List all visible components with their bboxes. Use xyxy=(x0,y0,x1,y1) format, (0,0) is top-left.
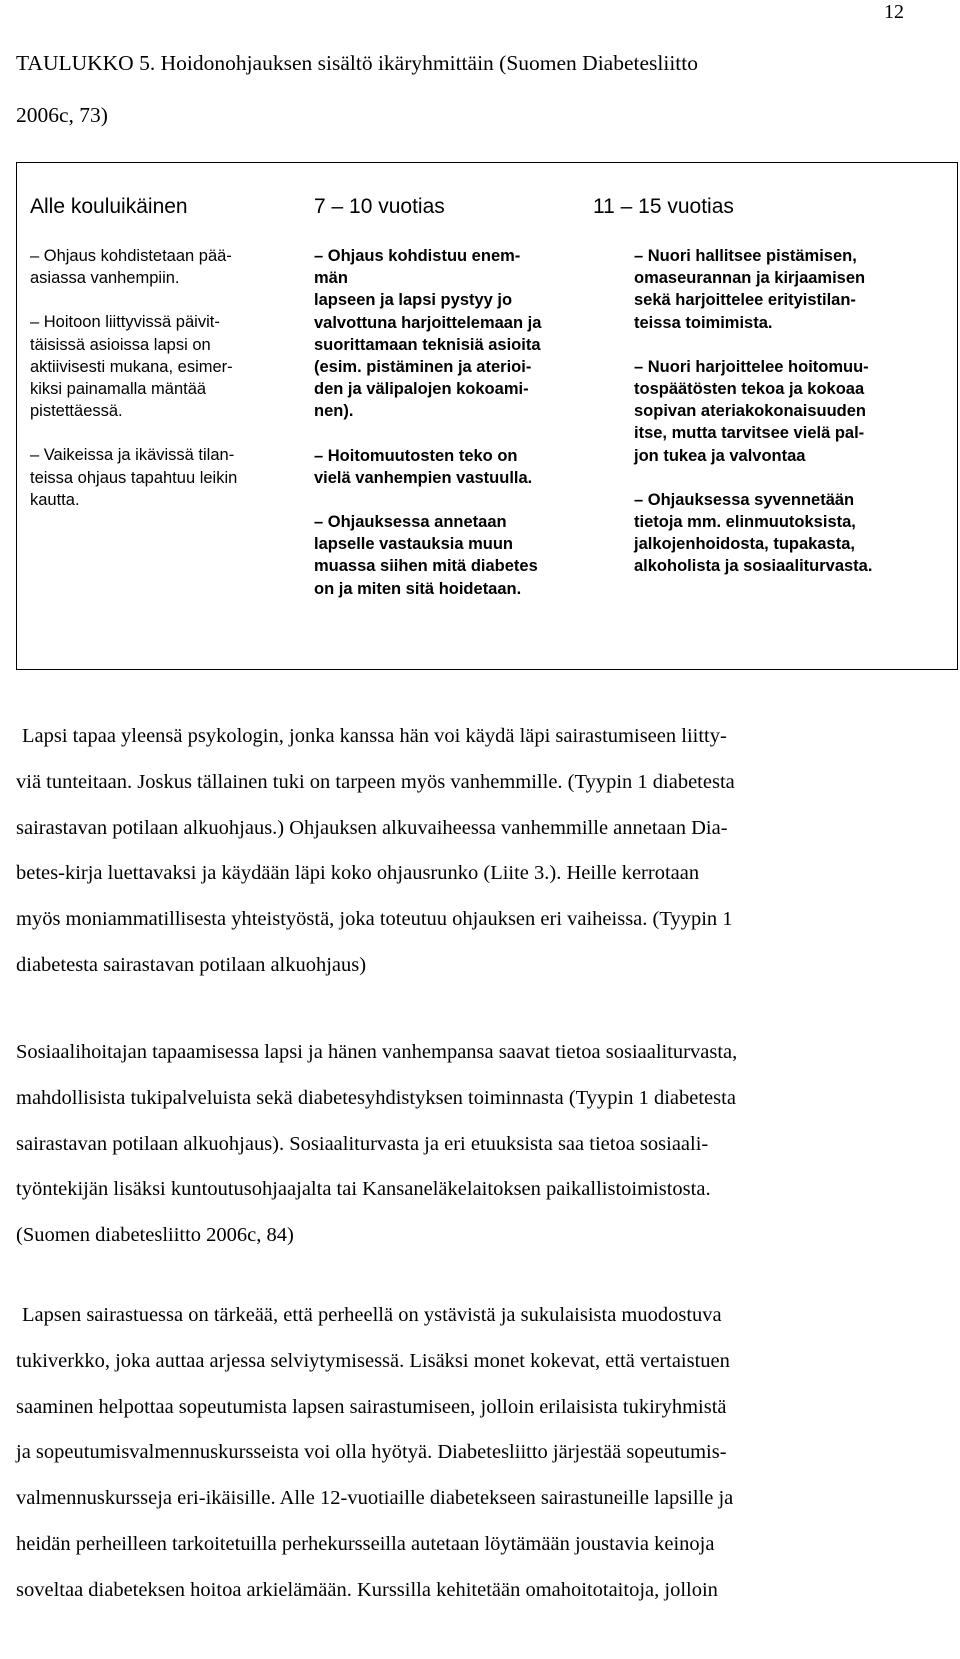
caption-line: TAULUKKO 5. Hoidonohjauksen sisältö ikäryhmittäin (Suomen Diabetesliitto xyxy=(16,51,699,75)
table-item: – Ohjaus kohdistetaan pää- asiassa vanhempiin. xyxy=(30,247,232,288)
column-7-10 xyxy=(314,245,604,622)
table-item: – Hoitoon liittyvissä päivit- täisissä asioissa lapsi on aktiivisesti mukana, esimer- kiksi painamalla mäntää pistettäessä. xyxy=(30,313,233,421)
header-7-10: 7 – 10 vuotias xyxy=(314,195,445,218)
page-number: 12 xyxy=(884,1,904,23)
column-under-school-age xyxy=(30,245,310,533)
header-11-15: 11 – 15 vuotias xyxy=(593,195,734,218)
table-item: – Nuori hallitsee pistämisen, omaseurannan ja kirjaamisen sekä harjoittelee erityistilan- teissa toimimista. xyxy=(634,247,866,332)
caption-line: 2006c, 73) xyxy=(16,103,108,127)
table-caption xyxy=(16,37,896,141)
table-item: – Nuori harjoittelee hoitomuu- tospäätösten tekoa ja kokoaa sopivan ateriakokonaisuuden itse, mutta tarvitsee vielä pal- jon tukea ja valvontaa xyxy=(634,357,869,465)
paragraph-psychologist: Lapsi tapaa yleensä psykologin, jonka kanssa hän voi käydä läpi sairastumiseen liitty- viä tunteitaan. Joskus tällainen tuki on tarpeen myös vanhemmille. (Tyypin 1 diabetesta sairastavan potilaan alkuohjaus.) Ohjauksen alkuvaiheessa vanhemmille annetaan Dia- betes-kirja luettavaksi ja käydään läpi koko ohjausrunko (Liite 3.). Heille kerrotaan myös moniammatillisesta yhteistyöstä, joka toteutuu ohjauksen eri vaiheissa. (Tyypin 1 diabetesta sairastavan potilaan alkuohjaus) xyxy=(16,725,735,976)
table-item: – Ohjauksessa syvennetään tietoja mm. elinmuutoksista, jalkojenhoidosta, tupakasta, alkoholista ja sosiaaliturvasta. xyxy=(634,490,873,576)
guidance-table xyxy=(16,162,958,670)
column-11-15 xyxy=(634,245,939,600)
table-item: – Hoitomuutosten teko on vielä vanhempien vastuulla. xyxy=(314,446,533,487)
table-item: – Ohjaus kohdistuu enem- män lapseen ja lapsi pystyy jo valvottuna harjoittelemaan ja suorittamaan teknisiä asioita (esim. pistäminen ja aterioi- den ja välipalojen kokoami- nen). xyxy=(314,247,542,421)
table-item: – Vaikeissa ja ikävissä tilan- teissa ohjaus tapahtuu leikin kautta. xyxy=(30,446,238,509)
header-under-school-age: Alle kouluikäinen xyxy=(30,195,188,218)
paragraph-support-network: Lapsen sairastuessa on tärkeää, että perheellä on ystävistä ja sukulaisista muodostuva tukiverkko, joka auttaa arjessa selviytymisessä. Lisäksi monet kokevat, että vertaistuen saaminen helpottaa sopeutumista lapsen sairastumiseen, jolloin erilaisista tukiryhmistä ja sopeutumisvalmennuskursseista voi olla hyötyä. Diabetesliitto järjestää sopeutumis- valmennuskursseja eri-ikäisille. Alle 12-vuotiaille diabetekseen sairastuneille lapsille ja heidän perheilleen tarkoitetuilla perhekursseilla autetaan löytämään joustavia keinoja soveltaa diabeteksen hoitoa arkielämään. Kurssilla kehitetään omahoitotaitoja, jolloin xyxy=(16,1304,734,1601)
paragraph-social-worker: Sosiaalihoitajan tapaamisessa lapsi ja hänen vanhempansa saavat tietoa sosiaaliturvasta, mahdollisista tukipalveluista sekä diabetesyhdistyksen toiminnasta (Tyypin 1 diabetesta sairastavan potilaan alkuohjaus). Sosiaaliturvasta ja eri etuuksista saa tietoa sosiaali- työntekijän lisäksi kuntoutusohjaajalta tai Kansaneläkelaitoksen paikallistoimistosta. (Suomen diabetesliitto 2006c, 84) xyxy=(16,1041,738,1247)
table-item: – Ohjauksessa annetaan lapselle vastauksia muun muassa siihen mitä diabetes on ja miten sitä hoidetaan. xyxy=(314,513,538,598)
